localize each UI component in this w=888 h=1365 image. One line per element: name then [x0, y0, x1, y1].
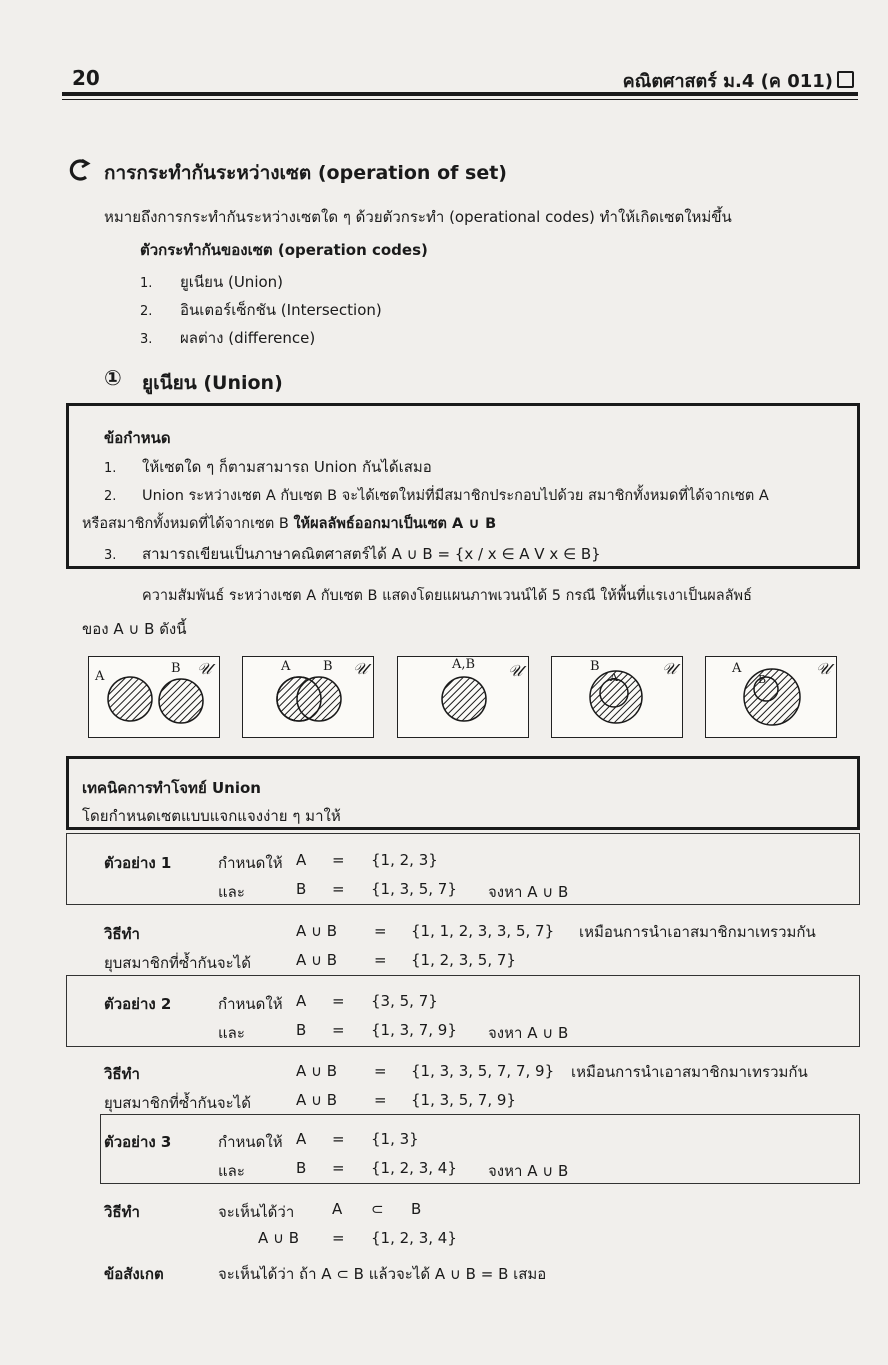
- set-name: B: [296, 1021, 307, 1039]
- rule-result: ให้ผลลัพธ์ออกมาเป็นเซต A ∪ B: [293, 516, 497, 532]
- and-text: และ: [218, 883, 245, 901]
- code-text: ยูเนียน (Union): [180, 273, 284, 291]
- set-a-label: A: [732, 661, 742, 676]
- set-name: A: [296, 992, 307, 1010]
- merge-label: ยุบสมาชิกที่ซ้ำกันจะได้: [104, 1094, 251, 1112]
- section-description: หมายถึงการกระทำกันระหว่างเซตใด ๆ ด้วยตัวกระทำ (operational codes) ทำให้เกิดเซตใหม่ขึ้น: [104, 208, 732, 226]
- set-value: {1, 2, 3}: [371, 851, 438, 869]
- equals-sign: =: [374, 1091, 387, 1109]
- set-value: {3, 5, 7}: [371, 992, 438, 1010]
- venn-case-a-subset-b: [551, 656, 683, 738]
- equals-sign: =: [332, 1159, 345, 1177]
- code-item-union: [140, 270, 283, 294]
- code-num: 2.: [140, 304, 153, 319]
- equals-sign: =: [332, 1130, 345, 1148]
- technique-subtitle: โดยกำหนดเซตแบบแจกแจงง่าย ๆ มาให้: [82, 807, 341, 825]
- observation-text: จะเห็นได้ว่า ถ้า A ⊂ B แล้วจะได้ A ∪ B = B เสมอ: [218, 1265, 547, 1283]
- set-b-label: B: [323, 659, 333, 674]
- venn-case-overlap: [242, 656, 374, 738]
- step-value: {1, 2, 3, 5, 7}: [411, 951, 516, 969]
- step-label: จะเห็นได้ว่า: [218, 1203, 295, 1221]
- set-b-label: B: [758, 673, 767, 686]
- header-rule-thin: [62, 99, 858, 100]
- set-value: {1, 3}: [371, 1130, 419, 1148]
- example-2-box: [66, 975, 860, 1047]
- method-label: วิธีทำ: [104, 1065, 140, 1083]
- page-number: 20: [72, 66, 100, 90]
- step-value: {1, 3, 5, 7, 9}: [411, 1091, 516, 1109]
- set-a-label: A: [281, 659, 291, 674]
- codes-heading: ตัวกระทำกันของเซต (operation codes): [140, 241, 428, 259]
- set-a-label: A: [610, 671, 618, 684]
- set-name: B: [296, 880, 307, 898]
- equals-sign: =: [374, 1062, 387, 1080]
- equals-sign: =: [332, 851, 345, 869]
- code-item-difference: [140, 326, 315, 350]
- step-expr: A ∪ B: [296, 922, 338, 940]
- rule-text: Union ระหว่างเซต A กับเซต B จะได้เซตใหม่ที่มีสมาชิกประกอบไปด้วย สมาชิกทั้งหมดที่ได้จากเซต A: [142, 488, 769, 504]
- set-value: {1, 3, 7, 9}: [371, 1021, 457, 1039]
- checkbox-square-icon: [837, 71, 854, 88]
- method-label: วิธีทำ: [104, 1203, 140, 1221]
- rule-text: หรือสมาชิกทั้งหมดที่ได้จากเซต B: [82, 516, 294, 532]
- set-ab-label: A,B: [452, 657, 476, 672]
- rules-heading: ข้อกำหนด: [104, 429, 171, 447]
- universe-symbol: 𝒰: [353, 659, 368, 678]
- step-expr: A ∪ B: [296, 1091, 338, 1109]
- rule-text: ให้เซตใด ๆ ก็ตามสามารถ Union กันได้เสมอ: [142, 458, 432, 476]
- step-expr: A ∪ B: [296, 1062, 338, 1080]
- set-value: {1, 3, 5, 7}: [371, 880, 457, 898]
- find-text: จงหา A ∪ B: [488, 883, 569, 901]
- code-text: อินเตอร์เซ็กชัน (Intersection): [180, 301, 382, 319]
- and-text: และ: [218, 1162, 245, 1180]
- code-num: 1.: [140, 276, 153, 291]
- rule-num: 3.: [104, 548, 117, 563]
- step-value: {1, 3, 3, 5, 7, 7, 9}: [411, 1062, 555, 1080]
- step-expr: A ∪ B: [296, 951, 338, 969]
- set-b-label: B: [171, 661, 181, 676]
- find-text: จงหา A ∪ B: [488, 1162, 569, 1180]
- given-text: กำหนดให้: [218, 1133, 283, 1151]
- venn-case-b-subset-a: [705, 656, 837, 738]
- universe-symbol: 𝒰: [197, 659, 212, 678]
- example-3-box: [100, 1114, 860, 1184]
- rule-2-line-2: [82, 512, 496, 535]
- union-title: ยูเนียน (Union): [142, 372, 283, 394]
- equals-sign: =: [332, 1021, 345, 1039]
- union-marker: ①: [104, 366, 122, 390]
- merge-label: ยุบสมาชิกที่ซ้ำกันจะได้: [104, 954, 251, 972]
- universe-symbol: 𝒰: [662, 659, 677, 678]
- subset-symbol: ⊂: [371, 1200, 384, 1218]
- equals-sign: =: [332, 1229, 345, 1247]
- given-text: กำหนดให้: [218, 854, 283, 872]
- rule-3: [104, 542, 601, 566]
- set-name: B: [296, 1159, 307, 1177]
- venn-case-equal: [397, 656, 529, 738]
- code-num: 3.: [140, 332, 153, 347]
- book-title: [623, 66, 854, 95]
- section-arrow-icon: [66, 158, 92, 186]
- given-text: กำหนดให้: [218, 995, 283, 1013]
- rule-text: สามารถเขียนเป็นภาษาคณิตศาสตร์ได้ A ∪ B = {x / x ∈ A V x ∈ B}: [142, 545, 601, 563]
- equals-sign: =: [332, 992, 345, 1010]
- find-text: จงหา A ∪ B: [488, 1024, 569, 1042]
- rule-1: [104, 455, 432, 479]
- rule-num: 1.: [104, 461, 117, 476]
- section-title: การกระทำกันระหว่างเซต (operation of set): [104, 162, 507, 184]
- venn-intro-line-2: ของ A ∪ B ดังนี้: [82, 620, 187, 638]
- rule-2-line-1: [104, 484, 769, 507]
- example-1-box: [66, 833, 860, 905]
- set-value: {1, 2, 3, 4}: [371, 1159, 457, 1177]
- equals-sign: =: [374, 951, 387, 969]
- equals-sign: =: [374, 922, 387, 940]
- universe-symbol: 𝒰: [508, 661, 523, 680]
- set-name: A: [296, 1130, 307, 1148]
- header-rule-thick: [62, 92, 858, 96]
- universe-symbol: 𝒰: [816, 659, 831, 678]
- set-b-label: B: [590, 659, 600, 674]
- and-text: และ: [218, 1024, 245, 1042]
- code-text: ผลต่าง (difference): [180, 329, 316, 347]
- set-a-label: A: [95, 669, 105, 684]
- subset-b: B: [411, 1200, 422, 1218]
- step-value: {1, 1, 2, 3, 3, 5, 7}: [411, 922, 555, 940]
- venn-case-disjoint: [88, 656, 220, 738]
- set-name: A: [296, 851, 307, 869]
- example-label: ตัวอย่าง 1: [104, 854, 172, 872]
- technique-title: เทคนิคการทำโจทย์ Union: [82, 779, 261, 797]
- code-item-intersection: [140, 298, 382, 322]
- step-expr: A ∪ B: [258, 1229, 300, 1247]
- step-note: เหมือนการนำเอาสมาชิกมาเทรวมกัน: [579, 923, 816, 941]
- subset-a: A: [332, 1200, 343, 1218]
- example-label: ตัวอย่าง 2: [104, 995, 172, 1013]
- method-label: วิธีทำ: [104, 925, 140, 943]
- example-label: ตัวอย่าง 3: [104, 1133, 172, 1151]
- step-value: {1, 2, 3, 4}: [371, 1229, 457, 1247]
- book-title-text: คณิตศาสตร์ ม.4 (ค 011): [622, 71, 833, 92]
- equals-sign: =: [332, 880, 345, 898]
- venn-intro-line-1: ความสัมพันธ์ ระหว่างเซต A กับเซต B แสดงโดยแผนภาพเวนน์ได้ 5 กรณี ให้พื้นที่แรเงาเป็นผลลัพธ์: [142, 588, 752, 604]
- rule-num: 2.: [104, 489, 117, 504]
- observation-label: ข้อสังเกต: [104, 1265, 164, 1283]
- step-note: เหมือนการนำเอาสมาชิกมาเทรวมกัน: [571, 1063, 808, 1081]
